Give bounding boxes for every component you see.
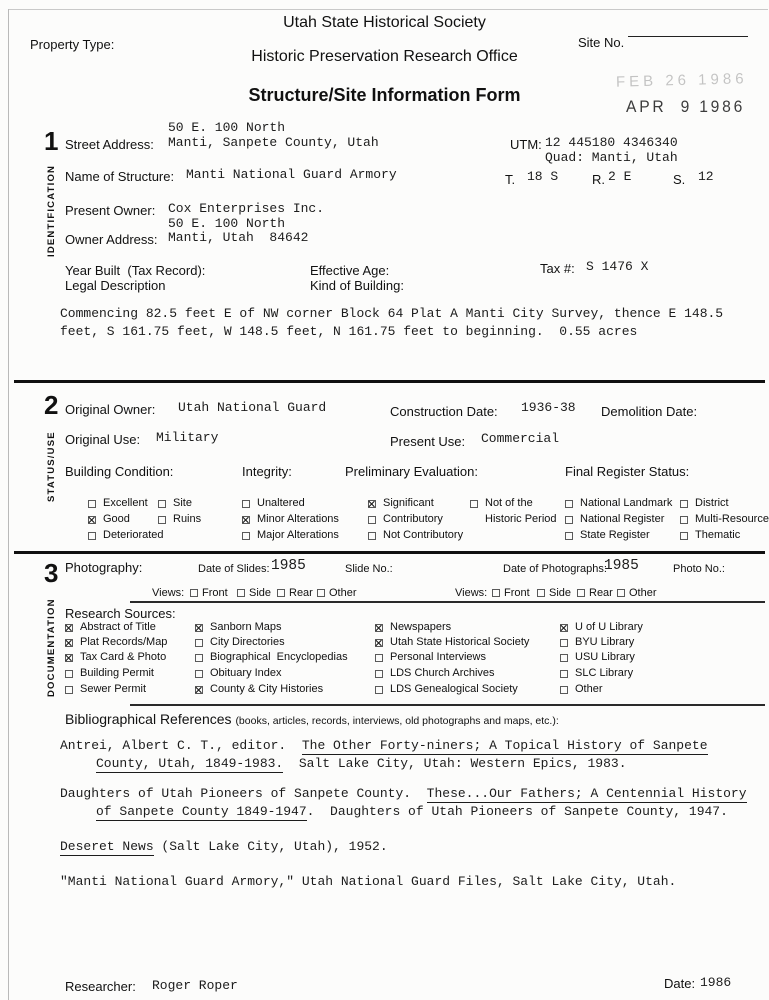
section-divider-1 bbox=[14, 380, 765, 383]
section-divider-2 bbox=[14, 551, 765, 554]
name-of-structure-value: Manti National Guard Armory bbox=[186, 167, 397, 182]
present-owner-value: Cox Enterprises Inc. bbox=[168, 201, 325, 216]
owner-address-line1: 50 E. 100 North bbox=[168, 216, 286, 231]
checkbox-u-of-u-library-label: U of U Library bbox=[575, 621, 643, 633]
final-register-status-label: Final Register Status: bbox=[565, 464, 690, 479]
checkbox-minor-alterations[interactable] bbox=[242, 516, 250, 524]
reference-2-line-1 bbox=[60, 786, 747, 801]
form-title: Structure/Site Information Form bbox=[248, 85, 521, 105]
checkbox-byu-library[interactable] bbox=[560, 639, 568, 647]
photography-divider-line bbox=[130, 601, 765, 603]
section-1-side-label: IDENTIFICATION bbox=[46, 164, 57, 257]
ref1-title-part1: The Other Forty-niners; A Topical History of Sanpete bbox=[301, 738, 708, 753]
checkbox-views-right-other-label: Other bbox=[629, 587, 657, 599]
checkbox-significant-label: Significant bbox=[383, 497, 434, 509]
township-label: T. bbox=[505, 172, 516, 187]
reference-3 bbox=[60, 839, 388, 854]
owner-address-label: Owner Address: bbox=[65, 232, 158, 247]
site-no-blank-field bbox=[628, 36, 748, 37]
checkbox-lds-church-archives-label: LDS Church Archives bbox=[390, 667, 495, 679]
checkbox-deteriorated[interactable] bbox=[88, 532, 96, 540]
checkbox-byu-library-label: BYU Library bbox=[575, 636, 635, 648]
checkbox-national-landmark[interactable] bbox=[565, 500, 573, 508]
checkbox-lds-church-archives[interactable] bbox=[375, 670, 383, 678]
checkbox-national-register[interactable] bbox=[565, 516, 573, 524]
checkbox-newspapers[interactable] bbox=[375, 624, 383, 632]
checkbox-good[interactable] bbox=[88, 516, 96, 524]
tax-number-label: Tax #: bbox=[540, 261, 575, 276]
integrity-label: Integrity: bbox=[242, 464, 292, 479]
original-use-label: Original Use: bbox=[65, 432, 141, 447]
name-of-structure-label: Name of Structure: bbox=[65, 169, 175, 184]
checkbox-tax-card-photo[interactable] bbox=[65, 654, 73, 662]
checkbox-usu-library-label: USU Library bbox=[575, 651, 635, 663]
checkbox-minor-alterations-label: Minor Alterations bbox=[257, 513, 339, 525]
checkbox-views-right-side-label: Side bbox=[549, 587, 572, 599]
section-2-number: 2 bbox=[44, 390, 59, 420]
checkbox-plat-records-map[interactable] bbox=[65, 639, 73, 647]
checkbox-obituary-index[interactable] bbox=[195, 670, 203, 678]
checkbox-lds-genealogical-society[interactable] bbox=[375, 686, 383, 694]
checkbox-not-of-label-line2: Historic Period bbox=[485, 513, 557, 525]
checkbox-excellent-label: Excellent bbox=[103, 497, 148, 509]
present-use-label: Present Use: bbox=[390, 434, 466, 449]
ref1-title-part2: County, Utah, 1849-1983. bbox=[96, 756, 284, 771]
checkbox-contributory-label: Contributory bbox=[383, 513, 443, 525]
checkbox-multi-resource-label: Multi-Resource bbox=[695, 513, 769, 525]
legal-description-line1: Commencing 82.5 feet E of NW corner Block 64 Plat A Manti City Survey, thence E 148.5 bbox=[60, 306, 724, 321]
checkbox-other-source-label: Other bbox=[575, 683, 603, 695]
checkbox-slc-library[interactable] bbox=[560, 670, 568, 678]
checkbox-national-register-label: National Register bbox=[580, 513, 665, 525]
quad-value: Quad: Manti, Utah bbox=[545, 150, 678, 165]
photo-no-label: Photo No.: bbox=[673, 563, 725, 575]
checkbox-views-right-other[interactable] bbox=[617, 589, 625, 597]
checkbox-significant[interactable] bbox=[368, 500, 376, 508]
checkbox-newspapers-label: Newspapers bbox=[390, 621, 452, 633]
checkbox-state-register-label: State Register bbox=[580, 529, 650, 541]
checkbox-thematic[interactable] bbox=[680, 532, 688, 540]
checkbox-building-permit[interactable] bbox=[65, 670, 73, 678]
checkbox-ruins-label: Ruins bbox=[173, 513, 202, 525]
legal-description-label: Legal Description bbox=[65, 278, 166, 293]
ref2-title-part2: of Sanpete County 1849-1947 bbox=[96, 804, 307, 819]
checkbox-site[interactable] bbox=[158, 500, 166, 508]
checkbox-ruins[interactable] bbox=[158, 516, 166, 524]
checkbox-u-of-u-library[interactable] bbox=[560, 624, 568, 632]
ref3-title: Deseret News bbox=[60, 839, 154, 854]
office-title: Historic Preservation Research Office bbox=[251, 48, 518, 65]
checkbox-obituary-index-label: Obituary Index bbox=[210, 667, 282, 679]
street-address-label: Street Address: bbox=[65, 137, 154, 152]
researcher-value: Roger Roper bbox=[152, 978, 238, 993]
ref1-author: Antrei, Albert C. T., editor. bbox=[60, 738, 302, 753]
year-built-label: Year Built (Tax Record): bbox=[65, 263, 206, 278]
sources-divider-line bbox=[130, 704, 765, 706]
section-label: S. bbox=[673, 172, 686, 187]
checkbox-views-left-front[interactable] bbox=[190, 589, 198, 597]
biblio-note: (books, articles, records, interviews, old photographs and maps, etc.): bbox=[235, 715, 559, 727]
researcher-label: Researcher: bbox=[65, 979, 136, 994]
street-address-line1: 50 E. 100 North bbox=[168, 120, 286, 135]
checkbox-personal-interviews[interactable] bbox=[375, 654, 383, 662]
checkbox-views-left-side[interactable] bbox=[237, 589, 245, 597]
utm-value: 12 445180 4346340 bbox=[545, 135, 678, 150]
checkbox-national-landmark-label: National Landmark bbox=[580, 497, 673, 509]
checkbox-multi-resource[interactable] bbox=[680, 516, 688, 524]
checkbox-usu-library[interactable] bbox=[560, 654, 568, 662]
utm-label: UTM: bbox=[510, 137, 542, 152]
range-value: 2 E bbox=[608, 169, 632, 184]
preliminary-evaluation-label: Preliminary Evaluation: bbox=[345, 464, 478, 479]
checkbox-not-contributory[interactable] bbox=[368, 532, 376, 540]
site-no-label: Site No. bbox=[578, 35, 625, 50]
checkbox-sanborn-maps[interactable] bbox=[195, 624, 203, 632]
checkbox-views-left-rear-label: Rear bbox=[289, 587, 313, 599]
views-left-label: Views: bbox=[152, 587, 185, 599]
checkbox-county-city-histories[interactable] bbox=[195, 686, 203, 694]
checkbox-views-left-rear[interactable] bbox=[277, 589, 285, 597]
township-value: 18 S bbox=[527, 169, 559, 184]
checkbox-major-alterations[interactable] bbox=[242, 532, 250, 540]
section-1-number: 1 bbox=[44, 126, 59, 156]
ref1-publisher: Salt Lake City, Utah: Western Epics, 1983. bbox=[283, 756, 627, 771]
present-owner-label: Present Owner: bbox=[65, 203, 156, 218]
section-2-side-label: STATUS/USE bbox=[46, 431, 57, 502]
checkbox-biographical-encyclopedias-label: Biographical Encyclopedias bbox=[210, 651, 348, 663]
date-of-slides-label: Date of Slides: bbox=[198, 563, 270, 575]
section-3-side-label: DOCUMENTATION bbox=[46, 598, 57, 697]
checkbox-views-left-other[interactable] bbox=[317, 589, 325, 597]
checkbox-views-right-rear-label: Rear bbox=[589, 587, 613, 599]
views-right-label: Views: bbox=[455, 587, 488, 599]
checkbox-views-right-rear[interactable] bbox=[577, 589, 585, 597]
date-of-photographs-value: 1985 bbox=[604, 558, 639, 574]
original-owner-value: Utah National Guard bbox=[178, 400, 327, 415]
bibliographical-references-label bbox=[65, 711, 559, 727]
legal-description-line2: feet, S 161.75 feet, W 148.5 feet, N 161.75 feet to beginning. 0.55 acres bbox=[60, 324, 638, 339]
checkbox-views-right-front[interactable] bbox=[492, 589, 500, 597]
demolition-date-label: Demolition Date: bbox=[601, 404, 698, 419]
checkbox-excellent[interactable] bbox=[88, 500, 96, 508]
checkbox-state-register[interactable] bbox=[565, 532, 573, 540]
checkbox-building-permit-label: Building Permit bbox=[80, 667, 154, 679]
checkbox-city-directories[interactable] bbox=[195, 639, 203, 647]
checkbox-sewer-permit-label: Sewer Permit bbox=[80, 683, 147, 695]
checkbox-ushs[interactable] bbox=[375, 639, 383, 647]
construction-date-value: 1936-38 bbox=[521, 400, 576, 415]
date-of-photographs-label: Date of Photographs: bbox=[503, 563, 607, 575]
reference-4: "Manti National Guard Armory," Utah National Guard Files, Salt Lake City, Utah. bbox=[60, 874, 677, 889]
date-of-slides-value: 1985 bbox=[271, 558, 306, 574]
owner-address-line2: Manti, Utah 84642 bbox=[168, 230, 309, 245]
ref3-detail: (Salt Lake City, Utah), 1952. bbox=[153, 839, 388, 854]
date-value: 1986 bbox=[700, 975, 732, 990]
checkbox-thematic-label: Thematic bbox=[695, 529, 741, 541]
checkbox-district[interactable] bbox=[680, 500, 688, 508]
checkbox-county-city-histories-label: County & City Histories bbox=[210, 683, 324, 695]
ref2-title-part1: These...Our Fathers; A Centennial History bbox=[426, 786, 747, 801]
section-3-number: 3 bbox=[44, 558, 59, 588]
checkbox-not-contributory-label: Not Contributory bbox=[383, 529, 464, 541]
page-edge-left bbox=[8, 9, 9, 1000]
received-stamp-date: APR 9 1986 bbox=[626, 97, 746, 116]
checkbox-views-left-other-label: Other bbox=[329, 587, 357, 599]
checkbox-site-label: Site bbox=[173, 497, 192, 509]
tax-number-value: S 1476 X bbox=[586, 259, 649, 274]
ref2-author: Daughters of Utah Pioneers of Sanpete County. bbox=[60, 786, 427, 801]
ref2-publisher: . Daughters of Utah Pioneers of Sanpete County, 1947. bbox=[306, 804, 728, 819]
checkbox-sewer-permit[interactable] bbox=[65, 686, 73, 694]
range-label: R. bbox=[592, 172, 605, 187]
checkbox-city-directories-label: City Directories bbox=[210, 636, 285, 648]
received-stamp-faint: FEB 26 1986 bbox=[615, 70, 748, 91]
checkbox-tax-card-photo-label: Tax Card & Photo bbox=[80, 651, 167, 663]
effective-age-label: Effective Age: bbox=[310, 263, 390, 278]
research-sources-label: Research Sources: bbox=[65, 606, 176, 621]
checkbox-views-left-side-label: Side bbox=[249, 587, 272, 599]
checkbox-ushs-label: Utah State Historical Society bbox=[390, 636, 530, 648]
original-use-value: Military bbox=[156, 430, 219, 445]
street-address-line2: Manti, Sanpete County, Utah bbox=[168, 135, 379, 150]
checkbox-views-left-front-label: Front bbox=[202, 587, 228, 599]
checkbox-major-alterations-label: Major Alterations bbox=[257, 529, 339, 541]
checkbox-not-of-label-line1: Not of the bbox=[485, 497, 533, 509]
checkbox-good-label: Good bbox=[103, 513, 130, 525]
property-type-label: Property Type: bbox=[30, 37, 115, 52]
checkbox-other-source[interactable] bbox=[560, 686, 568, 694]
checkbox-lds-genealogical-society-label: LDS Genealogical Society bbox=[390, 683, 518, 695]
org-title: Utah State Historical Society bbox=[283, 14, 486, 31]
checkbox-biographical-encyclopedias[interactable] bbox=[195, 654, 203, 662]
checkbox-contributory[interactable] bbox=[368, 516, 376, 524]
photography-label: Photography: bbox=[65, 560, 143, 575]
section-value: 12 bbox=[698, 169, 714, 184]
date-label: Date: bbox=[664, 976, 696, 991]
building-condition-label: Building Condition: bbox=[65, 464, 174, 479]
checkbox-views-right-front-label: Front bbox=[504, 587, 530, 599]
page-edge-top bbox=[8, 9, 768, 10]
checkbox-slc-library-label: SLC Library bbox=[575, 667, 634, 679]
kind-of-building-label: Kind of Building: bbox=[310, 278, 404, 293]
biblio-title: Bibliographical References bbox=[65, 711, 232, 727]
checkbox-plat-records-map-label: Plat Records/Map bbox=[80, 636, 168, 648]
checkbox-unaltered-label: Unaltered bbox=[257, 497, 305, 509]
checkbox-abstract-of-title[interactable] bbox=[65, 624, 73, 632]
checkbox-abstract-of-title-label: Abstract of Title bbox=[80, 621, 156, 633]
reference-1-line-2 bbox=[96, 756, 627, 771]
reference-1-line-1 bbox=[60, 738, 708, 753]
present-use-value: Commercial bbox=[481, 431, 560, 446]
checkbox-not-of-historic-period[interactable] bbox=[470, 500, 478, 508]
slide-no-label: Slide No.: bbox=[345, 563, 393, 575]
checkbox-personal-interviews-label: Personal Interviews bbox=[390, 651, 486, 663]
original-owner-label: Original Owner: bbox=[65, 402, 156, 417]
checkbox-sanborn-maps-label: Sanborn Maps bbox=[210, 621, 282, 633]
reference-2-line-2 bbox=[96, 804, 728, 819]
checkbox-views-right-side[interactable] bbox=[537, 589, 545, 597]
checkbox-district-label: District bbox=[695, 497, 729, 509]
checkbox-unaltered[interactable] bbox=[242, 500, 250, 508]
construction-date-label: Construction Date: bbox=[390, 404, 498, 419]
checkbox-deteriorated-label: Deteriorated bbox=[103, 529, 164, 541]
